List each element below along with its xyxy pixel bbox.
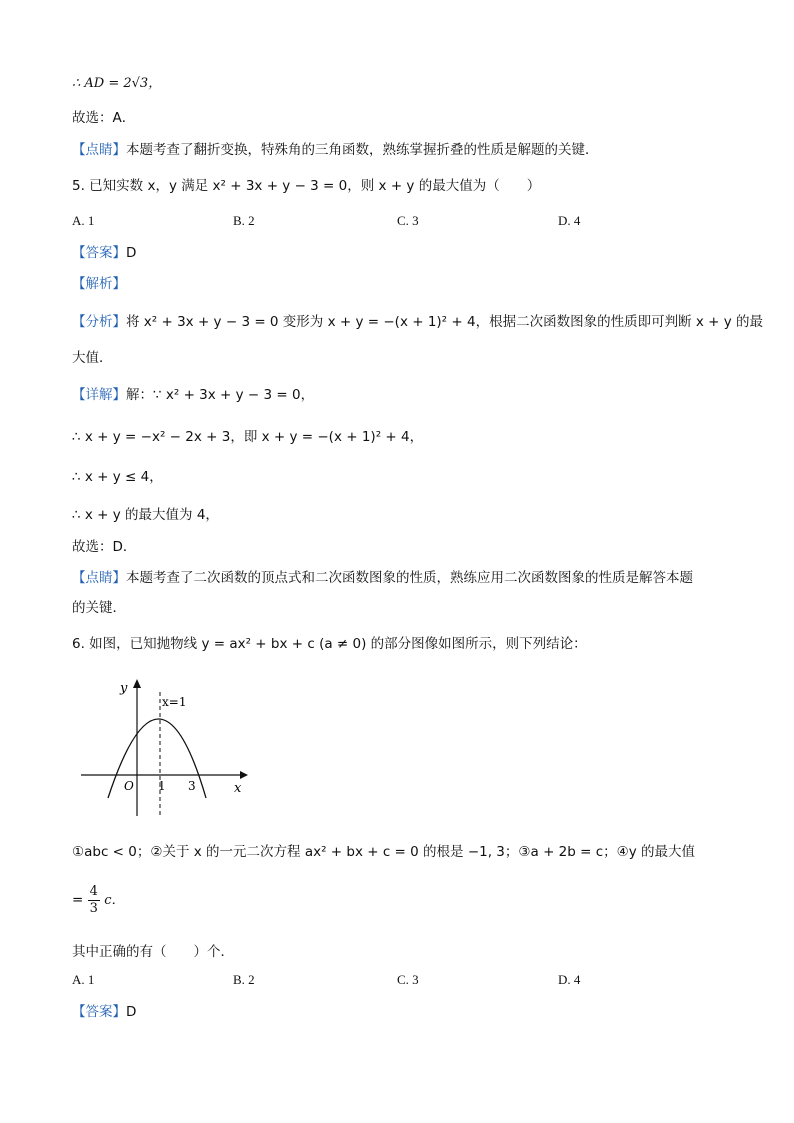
step-3: ∴ x + y 的最大值为 4， xyxy=(72,507,219,523)
y-axis-label: y xyxy=(120,681,128,696)
x-axis-arrow xyxy=(240,771,248,779)
xiangjie-tag: 【详解】 xyxy=(72,387,126,403)
line-ad-result: ∴ AD = 2√3， xyxy=(72,76,162,91)
y-axis-arrow xyxy=(133,679,141,688)
conclusions-line: ①abc < 0；②关于 x 的一元二次方程 ax² + bx + c = 0 的根是 −1, 3；③a + 2b = c；④y 的最大值 xyxy=(72,844,696,860)
fenxi-line-2: 大值． xyxy=(72,350,113,366)
origin-label: O xyxy=(124,779,134,793)
answer-value: D xyxy=(126,245,137,261)
fraction-numerator: 4 xyxy=(89,883,98,899)
dianjing-text: 本题考查了翻折变换，特殊角的三角函数，熟练掌握折叠的性质是解题的关键． xyxy=(126,142,599,158)
question-6: 6. 如图，已知抛物线 y = ax² + bx + c (a ≠ 0) 的部分图像如图所示，则下列结论： xyxy=(72,636,587,652)
dianjing-2-line xyxy=(72,568,693,588)
q6-option-d: D. 4 xyxy=(558,972,581,987)
fraction-denominator: 3 xyxy=(89,900,98,916)
q5-option-b: B. 2 xyxy=(233,213,255,228)
question-6-ask: 其中正确的有（ ）个． xyxy=(72,944,234,960)
step-4: 故选：D． xyxy=(72,539,137,555)
dianjing-2-line-2: 的关键． xyxy=(72,600,126,616)
answer-6 xyxy=(72,1002,136,1022)
xiangjie-line xyxy=(72,385,314,405)
fenxi-text: 将 x² + 3x + y − 3 = 0 变形为 x + y = −(x + 1)² + 4，根据二次函数图象的性质即可判断 x + y 的最 xyxy=(126,314,764,330)
fenxi-tag: 【分析】 xyxy=(72,314,126,330)
conclusion-tail: c． xyxy=(104,893,125,908)
q6-option-b: B. 2 xyxy=(233,972,255,987)
tick-3-label: 3 xyxy=(188,779,196,793)
conclusion-4-value xyxy=(72,880,124,920)
jiexi-heading: 【解析】 xyxy=(72,276,126,292)
step-1: ∴ x + y = −x² − 2x + 3，即 x + y = −(x + 1)² + 4， xyxy=(72,429,424,445)
answer-tag: 【答案】 xyxy=(72,245,126,261)
dianjing-2-tag: 【点睛】 xyxy=(72,570,126,586)
fenxi-line xyxy=(72,312,763,332)
equals-sign: = xyxy=(72,892,84,908)
line-dianjing-1 xyxy=(72,140,599,160)
step-2: ∴ x + y ≤ 4， xyxy=(72,469,163,485)
q6-option-c: C. 3 xyxy=(397,972,419,987)
question-5: 5. 已知实数 x，y 满足 x² + 3x + y − 3 = 0，则 x + y 的最大值为（ ） xyxy=(72,178,541,194)
q5-option-a: A. 1 xyxy=(72,213,95,228)
q5-option-c: C. 3 xyxy=(397,213,419,228)
q6-option-a: A. 1 xyxy=(72,972,95,987)
dianjing-tag: 【点睛】 xyxy=(72,142,126,158)
xiangjie-text: 解：∵ x² + 3x + y − 3 = 0， xyxy=(126,387,315,403)
answer-5 xyxy=(72,243,136,263)
fraction xyxy=(88,884,100,917)
x-axis-label: x xyxy=(234,781,242,796)
dianjing-2-text: 本题考查了二次函数的顶点式和二次函数图象的性质，熟练应用二次函数图象的性质是解答本题 xyxy=(126,570,693,586)
q5-option-d: D. 4 xyxy=(558,213,581,228)
answer-6-tag: 【答案】 xyxy=(72,1004,126,1020)
line-choose-a: 故选：A． xyxy=(72,110,136,126)
symmetry-label: x=1 xyxy=(162,695,187,709)
tick-1-label: 1 xyxy=(158,779,166,793)
parabola-graph xyxy=(78,676,248,821)
answer-6-value: D xyxy=(126,1004,137,1020)
